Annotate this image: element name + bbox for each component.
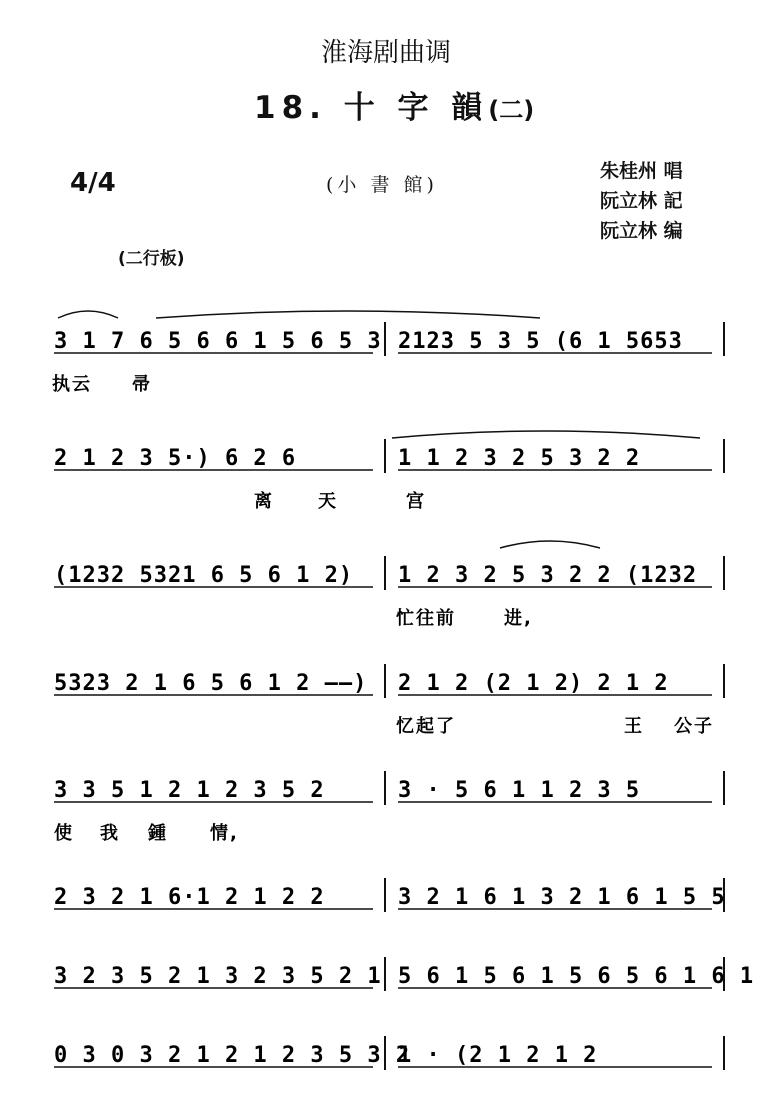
measure-notes: 3 1 7 6 5 6 6 1 5 6 5 3 <box>54 329 382 354</box>
slur-arc <box>392 431 700 438</box>
song-title-suffix: (二) <box>488 96 535 124</box>
measure-notes: 1 · (2 1 2 1 2 <box>398 1043 598 1068</box>
measure-notes: 2 1 2 3 5·) 6 2 6 <box>54 446 297 471</box>
measure-notes: 1 1 2 3 2 5 3 2 2 <box>398 446 641 471</box>
slur-arc <box>500 541 600 548</box>
measure-notes: 2123 5 3 5 (6 1 5653 <box>398 329 683 354</box>
lyric-text: 鍾 <box>148 823 168 844</box>
measure-notes: 1 2 3 2 5 3 2 2 (1232 <box>398 563 698 588</box>
measure-notes: 5323 2 1 6 5 6 1 2 ——) <box>54 671 368 696</box>
tempo-marking: (二行板) <box>118 249 185 269</box>
measure-notes: 5 6 1 5 6 1 5 6 5 6 1 6 1 <box>398 964 755 989</box>
credit-singer: 朱桂州 唱 <box>600 160 683 182</box>
lyric-text: 进, <box>504 608 533 629</box>
time-signature: 4/4 <box>70 168 116 198</box>
lyric-text: 离 <box>254 491 274 512</box>
measure-notes: 3 2 1 6 1 3 2 1 6 1 5 5 <box>398 885 726 910</box>
measure-notes: 3 3 5 1 2 1 2 3 5 2 <box>54 778 325 803</box>
measure-notes: 0 3 0 3 2 1 2 1 2 3 5 3 2 <box>54 1043 411 1068</box>
lyric-text: 我 <box>100 823 120 844</box>
lyric-text: 王 <box>624 716 644 737</box>
source-piece: (小 書 館) <box>326 174 438 196</box>
credit-arranger: 阮立林 编 <box>600 220 683 242</box>
song-title-text: 18. 十 字 韻 <box>254 90 489 126</box>
lyric-text: 使 <box>54 823 74 844</box>
lyric-text: 忙往前 <box>396 608 456 629</box>
measure-notes: (1232 5321 6 5 6 1 2) <box>54 563 354 588</box>
song-category: 淮海剧曲调 <box>320 38 451 68</box>
lyric-text: 情, <box>210 823 239 844</box>
slur-arc <box>156 311 540 318</box>
lyric-text: 公子 <box>674 716 714 737</box>
measure-notes: 3 2 3 5 2 1 3 2 3 5 2 1 <box>54 964 382 989</box>
measure-notes: 2 1 2 (2 1 2) 2 1 2 <box>398 671 669 696</box>
measure-notes: 3 · 5 6 1 1 2 3 5 <box>398 778 641 803</box>
credit-transcriber: 阮立林 記 <box>600 190 683 212</box>
measure-notes: 2 3 2 1 6·1 2 1 2 2 <box>54 885 325 910</box>
slur-arc <box>58 311 118 318</box>
lyric-text: 忆起了 <box>396 716 456 737</box>
lyric-text: 帚 <box>132 374 152 395</box>
lyric-text: 天 <box>318 491 338 512</box>
lyric-text: 宫 <box>406 491 426 512</box>
lyric-text: 执云 <box>52 374 92 395</box>
